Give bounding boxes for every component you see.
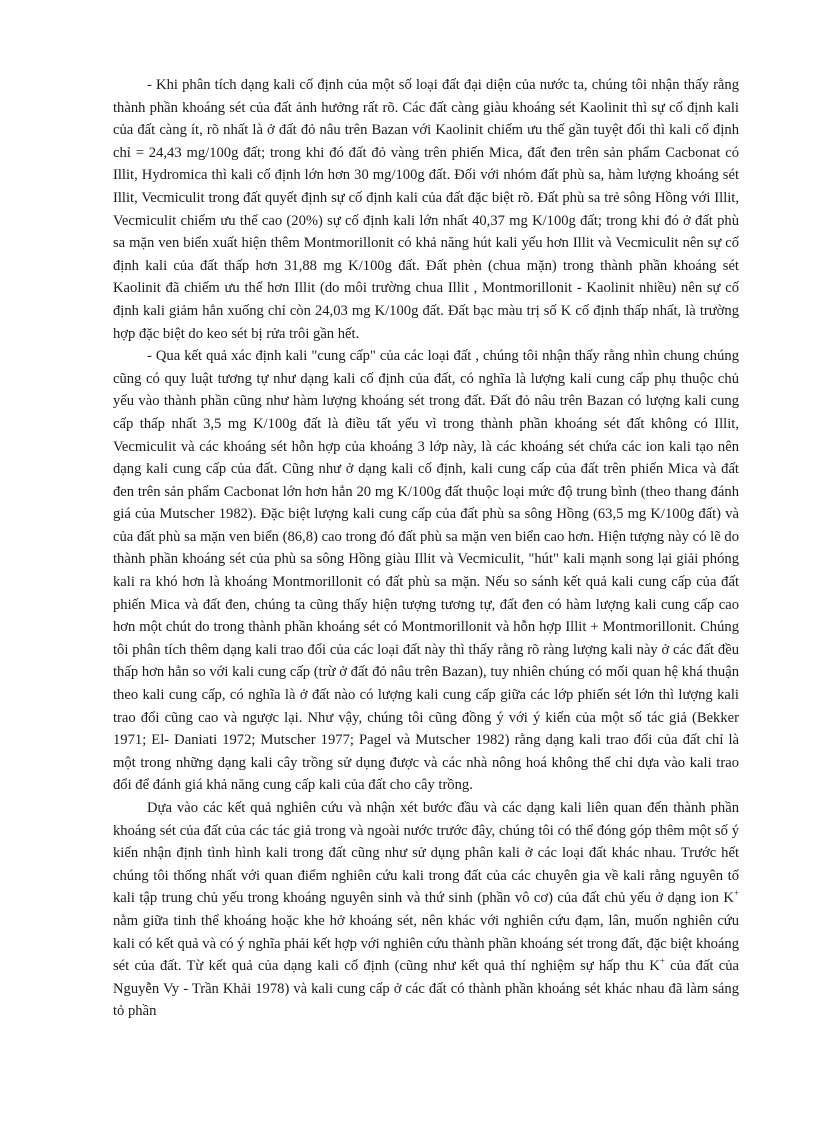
paragraph-text-part-2: nằm giữa tinh thể khoáng hoặc khe hở khoáng sét, nên khác với nghiên cứu đạm, lân, muốn nghiên cứu kali có kết quả và có ý nghĩa phải kết hợp với nghiên cứu thành phần khoáng sét trong đất, đặc biệt khoáng sét của đất. Từ kết quả của dạng kali cố định (cũng như kết quả thí nghiệm sự hấp thu K	[113, 912, 739, 975]
paragraph-conclusions	[113, 797, 739, 1023]
superscript-plus: +	[659, 956, 665, 967]
paragraph-fixed-potassium: - Khi phân tích dạng kali cố định của một số loại đất đại diện của nước ta, chúng tôi nhận thấy rằng thành phần khoáng sét của đất ảnh hưởng rất rõ. Các đất càng giàu khoáng sét Kaolinit thì sự cố định kali của đất càng ít, rõ nhất là ở đất đỏ nâu trên Bazan với Kaolinit chiếm ưu thế gần tuyệt đối thì kali cố định chỉ = 24,43 mg/100g đất; trong khi đó đất đỏ vàng trên phiến Mica, đất đen trên sản phẩm Cacbonat có Illit, Hydromica thì kali cố định lớn hơn 30 mg/100g đất. Đối với nhóm đất phù sa, hàm lượng khoáng sét Illit, Vecmiculit trong đất quyết định sự cố định kali của đất đặc biệt rõ. Đất phù sa trẻ sông Hồng với Illit, Vecmiculit chiếm ưu thế cao (20%) sự cố định kali lớn nhất 40,37 mg K/100g đất; trong khi đó ở đất phù sa mặn ven biển xuất hiện thêm Montmorillonit có khả năng hút kali yếu hơn Illit và Vecmiculit nên sự cố định kali của đất thấp hơn 31,88 mg K/100g đất. Đất phèn (chua mặn) trong thành phần khoáng sét Kaolinit đã chiếm ưu thế hơn Illit (do môi trường chua Illit , Montmorillonit - Kaolinit nhiều) nên sự cố định kali giảm hẳn xuống chỉ còn 24,03 mg K/100g đất. Đất bạc màu trị số K cố định thấp nhất, là trường hợp đặc biệt do keo sét bị rửa trôi gần hết.	[113, 77, 739, 342]
superscript-plus: +	[733, 888, 739, 899]
paragraph-supplied-potassium: - Qua kết quả xác định kali "cung cấp" của các loại đất , chúng tôi nhận thấy rằng nhìn chung chúng cũng có quy luật tương tự như dạng kali cố định của đất, có nghĩa là lượng kali cung cấp phụ thuộc chủ yếu vào thành phần cũng như hàm lượng khoáng sét trong đất. Đất đỏ nâu trên Bazan có lượng kali cung cấp thấp nhất 3,5 mg K/100g đất là điều tất yếu vì trong thành phần khoáng sét đất không có Illit, Vecmiculit và các khoáng sét hỗn hợp của khoáng 3 lớp này, là các khoáng sét chứa các ion kali tạo nên dạng kali cung cấp của đất. Cũng như ở dạng kali cố định, kali cung cấp của đất trên phiến Mica và đất đen trên sản phẩm Cacbonat lớn hơn hẳn 20 mg K/100g đất thuộc loại mức độ trung bình (theo thang đánh giá của Mutscher 1982). Đặc biệt lượng kali cung cấp của đất phù sa sông Hồng (63,5 mg K/100g đất) và của đất phù sa mặn ven biển (86,8) cao trong đó đất phù sa mặn ven biển cao hơn. Hiện tượng này có lẽ do thành phần khoáng sét của phù sa sông Hồng giàu Illit và Vecmiculit, "hút" kali mạnh song lại giải phóng kali ra khó hơn là khoáng Montmorillonit có đất phù sa mặn. Nếu so sánh kết quả kali cung cấp của đất phiến Mica và đất đen, chúng ta cũng thấy hiện tượng tương tự, đất đen có hàm lượng kali cung cấp cao hơn một chút do trong thành phần khoáng sét có Montmorillonit và hỗn hợp Illit + Montmorillonit. Chúng tôi phân tích thêm dạng kali trao đổi của các loại đất này thì thấy rằng rõ ràng lượng kali này ở các đất đều thấp hơn hẳn so với kali cung cấp (trừ ở đất đỏ nâu trên Bazan), tuy nhiên chúng có mối quan hệ khá thuận theo kali cung cấp, có nghĩa là ở đất nào có lượng kali cung cấp giữa các lớp phiến sét lớn thì lượng kali trao đổi cũng cao và ngược lại. Như vậy, chúng tôi cũng đồng ý với ý kiến của một số tác giả (Bekker 1971; El- Daniati 1972; Mutscher 1977; Pagel và Mutscher 1982) rằng dạng kali trao đổi của đất chỉ là một trong những dạng kali cây trồng sử dụng được và các nhà nông hoá không thể chỉ dựa vào kali trao đổi để đánh giá khả năng cung cấp kali của đất cho cây trồng.	[113, 348, 739, 794]
paragraph-text-part-3: của đất của Nguyễn Vy - Trần Khải 1978) và kali cung cấp ở các đất có thành phần khoáng sét khác nhau đã làm sáng tỏ phần	[113, 958, 739, 1020]
document-page	[113, 74, 739, 1023]
paragraph-text-part-1: Dựa vào các kết quả nghiên cứu và nhận xét bước đầu và các dạng kali liên quan đến thành phần khoáng sét của đất của các tác giả trong và ngoài nước trước đây, chúng tôi có thể đóng góp thêm một số ý kiến nhận định tình hình kali trong đất cũng như sử dụng phân kali ở các loại đất khác nhau. Trước hết chúng tôi thống nhất với quan điểm nghiên cứu kali trong đất của các chuyên gia về kali rằng nguyên tố kali tập trung chủ yếu trong khoáng nguyên sinh và thứ sinh (phần vô cơ) của đất chủ yếu ở dạng ion K	[113, 800, 739, 907]
